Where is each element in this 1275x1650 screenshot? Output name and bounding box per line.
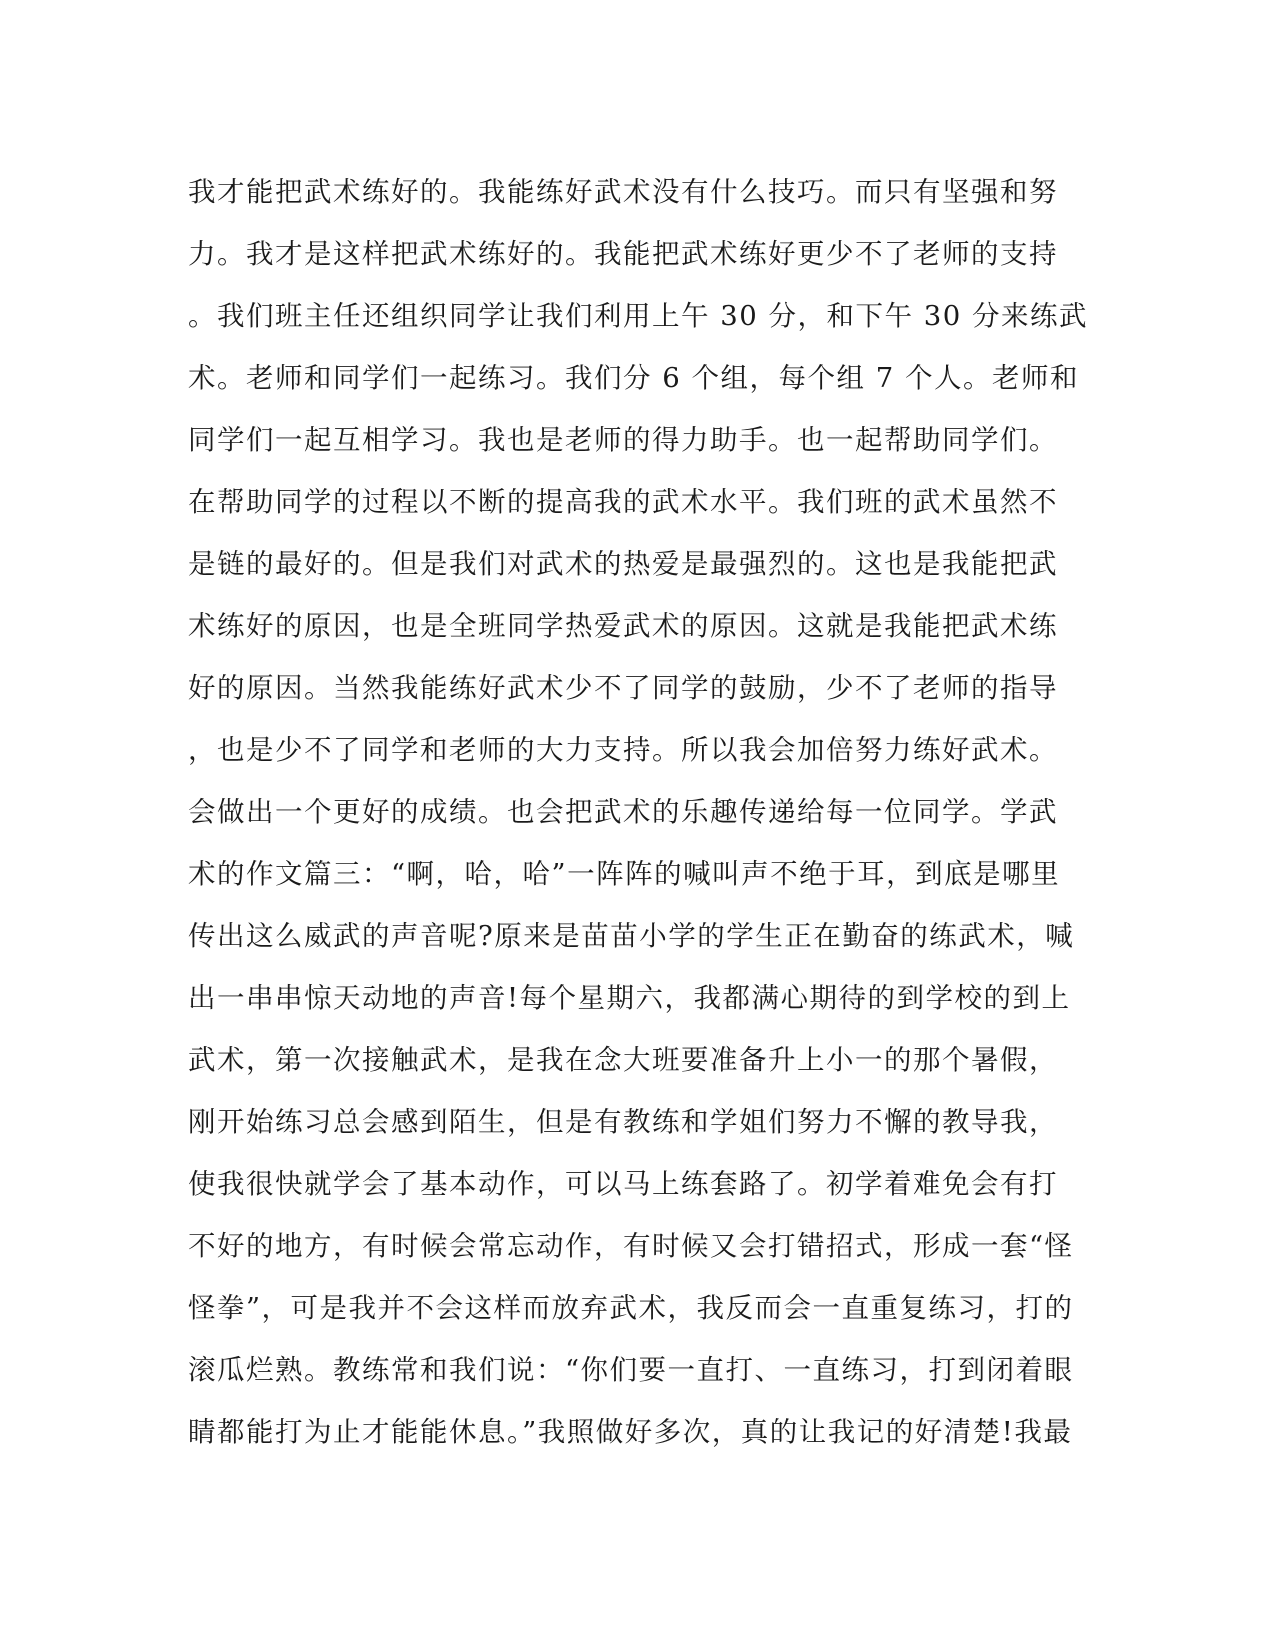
text-line: 我才能把武术练好的。我能练好武术没有什么技巧。而只有坚强和努 [188,176,1058,208]
text-line: 力。我才是这样把武术练好的。我能把武术练好更少不了老师的支持 [188,238,1058,270]
text-line: 好的原因。当然我能练好武术少不了同学的鼓励，少不了老师的指导 [188,672,1058,704]
text-line: 是链的最好的。但是我们对武术的热爱是最强烈的。这也是我能把武 [188,548,1058,580]
text-line: ，也是少不了同学和老师的大力支持。所以我会加倍努力练好武术。 [188,734,1058,766]
text-line: 。我们班主任还组织同学让我们利用上午 30 分，和下午 30 分来练武 [188,300,1088,332]
body-text [188,161,1088,1463]
text-line: 使我很快就学会了基本动作，可以马上练套路了。初学着难免会有打 [188,1168,1058,1200]
text-line: 术。老师和同学们一起练习。我们分 6 个组，每个组 7 个人。老师和 [188,362,1079,394]
text-line: 怪拳”，可是我并不会这样而放弃武术，我反而会一直重复练习，打的 [188,1292,1074,1324]
text-line: 刚开始练习总会感到陌生，但是有教练和学姐们努力不懈的教导我， [188,1106,1058,1138]
text-line: 术的作文篇三：“啊，哈，哈”一阵阵的喊叫声不绝于耳，到底是哪里 [188,858,1061,890]
text-line: 传出这么威武的声音呢?原来是苗苗小学的学生正在勤奋的练武术，喊 [188,920,1075,952]
text-line: 术练好的原因，也是全班同学热爱武术的原因。这就是我能把武术练 [188,610,1058,642]
text-line: 同学们一起互相学习。我也是老师的得力助手。也一起帮助同学们。 [188,424,1058,456]
text-line: 会做出一个更好的成绩。也会把武术的乐趣传递给每一位同学。学武 [188,796,1058,828]
text-line: 睛都能打为止才能能休息。”我照做好多次，真的让我记的好清楚!我最 [188,1416,1073,1448]
text-line: 不好的地方，有时候会常忘动作，有时候又会打错招式，形成一套“怪 [188,1230,1074,1262]
text-line: 在帮助同学的过程以不断的提高我的武术水平。我们班的武术虽然不 [188,486,1058,518]
text-line: 滚瓜烂熟。教练常和我们说：“你们要一直打、一直练习，打到闭着眼 [188,1354,1074,1386]
text-line: 出一串串惊天动地的声音!每个星期六，我都满心期待的到学校的到上 [188,982,1071,1014]
text-line: 武术，第一次接触武术，是我在念大班要准备升上小一的那个暑假， [188,1044,1058,1076]
